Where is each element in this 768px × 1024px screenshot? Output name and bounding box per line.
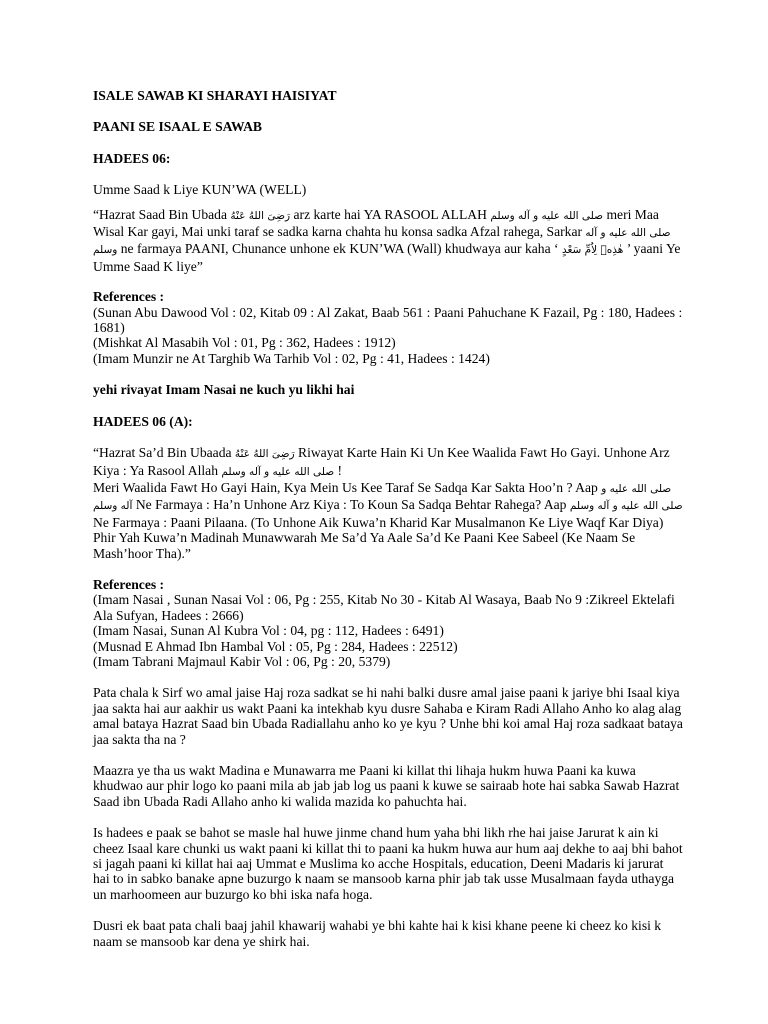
hadees-1-quote xyxy=(93,207,683,275)
document-body xyxy=(93,88,683,949)
quote-text: ne farmaya PAANI, Chunance unhone ek KUN’WA (Wall) khudwaya aur kaha ‘ xyxy=(117,241,562,257)
hadees-1-intro: Umme Saad k Liye KUN’WA (WELL) xyxy=(93,182,307,198)
transition-note: yehi rivayat Imam Nasai ne kuch yu likhi hai xyxy=(93,382,355,398)
references-label: References : xyxy=(93,576,165,592)
hadees-1-heading: HADEES 06: xyxy=(93,150,171,166)
arabic-honorific: رَضِىَ اللهُ عَنْهُ xyxy=(234,448,295,461)
quote-text: “Hazrat Sa’d Bin Ubaada xyxy=(93,445,235,461)
arabic-salutation: صلى الله عليه و آله وسلم xyxy=(221,465,335,478)
body-paragraph: Maazra ye tha us wakt Madina e Munawarra me Paani ki killat thi lihaja hukm huwa Paani ka kuwa khudwao aur phir logo ko paani mila ab jab jab log us paani k kuwe se sairaab hote hai sabka Sawab Hazrat Saad ibn Ubada Radi Allaho anho ki walida mazida ko pahuchta hai. xyxy=(93,763,680,809)
hadees-2-quote xyxy=(93,445,683,561)
quote-text: arz karte hai YA RASOOL ALLAH xyxy=(290,206,491,222)
quote-text: Ne Farmaya : Ha’n Unhone Arz Kiya : To Koun Sa Sadqa Behtar Rahega? Aap xyxy=(132,497,570,513)
arabic-salutation: صلى الله عليه و آله وسلم xyxy=(93,482,672,513)
quote-text: Riwayat Karte Hain Ki Un Kee Waalida Fawt Ho Gayi. Unhone Arz Kiya : Ya Rasool Allah xyxy=(93,445,670,478)
arabic-salutation: صلى الله عليه و آله وسلم xyxy=(490,209,604,222)
reference-item: (Imam Munzir ne At Targhib Wa Tarhib Vol : 02, Pg : 41, Hadees : 1424) xyxy=(93,350,490,366)
document-subtitle: PAANI SE ISAAL E SAWAB xyxy=(93,119,262,135)
reference-item: (Imam Tabrani Majmaul Kabir Vol : 06, Pg : 20, 5379) xyxy=(93,653,391,669)
reference-item: (Imam Nasai , Sunan Nasai Vol : 06, Pg : 255, Kitab No 30 - Kitab Al Wasaya, Baab No 9 :Zikreel Ektelafi Ala Sufyan, Hadees : 2666) xyxy=(93,592,675,623)
quote-text: meri Maa Wisal Kar gayi, Mai unki taraf se sadka karna chahta hu konsa sadka Afzal rahega, Sarkar xyxy=(93,206,659,240)
quote-text: ’ yaani Ye Umme Saad K liye” xyxy=(93,241,681,274)
quote-text: Meri Waalida Fawt Ho Gayi Hain, Kya Mein Us Kee Taraf Se Sadqa Kar Sakta Hoo’n ? Aap xyxy=(93,479,602,495)
hadees-2-heading: HADEES 06 (A): xyxy=(93,413,193,429)
body-paragraph: Pata chala k Sirf wo amal jaise Haj roza sadkat se hi nahi balki dusre amal jaise paani k jariye bhi Isaal kiya jaa sakta hai aur aakhir us wakt Paani ka intekhab kyu dusre Sahaba e Kiram Radi Allaho Anho ko alag alag amal bataya Hazrat Saad bin Ubada Radiallahu anho ko ye kyu ? Unhe bhi koi amal Haj roza sadkaat bataya jaa sakta tha na ? xyxy=(93,685,683,747)
reference-item: (Sunan Abu Dawood Vol : 02, Kitab 09 : Al Zakat, Baab 561 : Paani Pahuchane K Fazail, Pg : 180, Hadees : 1681) xyxy=(93,304,683,336)
quote-text: ! xyxy=(334,462,343,478)
quote-text: Ne Farmaya : Paani Pilaana. (To Unhone Aik Kuwa’n Kharid Kar Musalmanon Ke Liye Waqf Kar Diya) Phir Yah Kuwa’n Madinah Munawwarah Me Sa’d Ya Aale Sa’d Ke Paani Kee Sabeel (Ke Naam Se Mash’hoor Tha).” xyxy=(93,514,664,561)
arabic-phrase: هٰذِهٖ لِاُمِّ سَعْدٍ xyxy=(561,244,624,257)
body-paragraph: Dusri ek baat pata chali baaj jahil khawarij wahabi ye bhi kahte hai k kisi khane peene ki cheez ko kisi k naam se mansoob kar dena ye shirk hai. xyxy=(93,918,662,949)
reference-item: (Mishkat Al Masabih Vol : 01, Pg : 362, Hadees : 1912) xyxy=(93,335,396,351)
references-label: References : xyxy=(93,289,165,305)
reference-item: (Musnad E Ahmad Ibn Hambal Vol : 05, Pg : 284, Hadees : 22512) xyxy=(93,638,458,654)
document-title: ISALE SAWAB KI SHARAYI HAISIYAT xyxy=(93,88,337,103)
body-paragraph: Is hadees e paak se bahot se masle hal huwe jinme chand hum yaha bhi likh rhe hai jaise Jarurat k ain ki cheez Isaal kare chunki us wakt paani ki killat thi to paani ka hukm huwa aur hum aaj dekhe to aaj bhi bahot si jagah paani ki killat hai aaj Ummat e Muslima ko acche Hospitals, education, Deeni Madaris ki jarurat hai to in sabko banake apne buzurgo k naam se mansoob karna phir jab tak usse Musalmaan fayda uthayga un marhoomeen aur buzurgo ko bhi iska nafa hoga. xyxy=(93,825,683,902)
arabic-salutation: صلى الله عليه و آله وسلم xyxy=(93,227,671,257)
arabic-salutation: صلى الله عليه و آله وسلم xyxy=(569,500,683,513)
arabic-honorific: رَضِىَ اللهُ عَنْهُ xyxy=(230,209,291,222)
quote-text: “Hazrat Saad Bin Ubada xyxy=(93,206,231,222)
reference-item: (Imam Nasai, Sunan Al Kubra Vol : 04, pg : 112, Hadees : 6491) xyxy=(93,623,444,639)
